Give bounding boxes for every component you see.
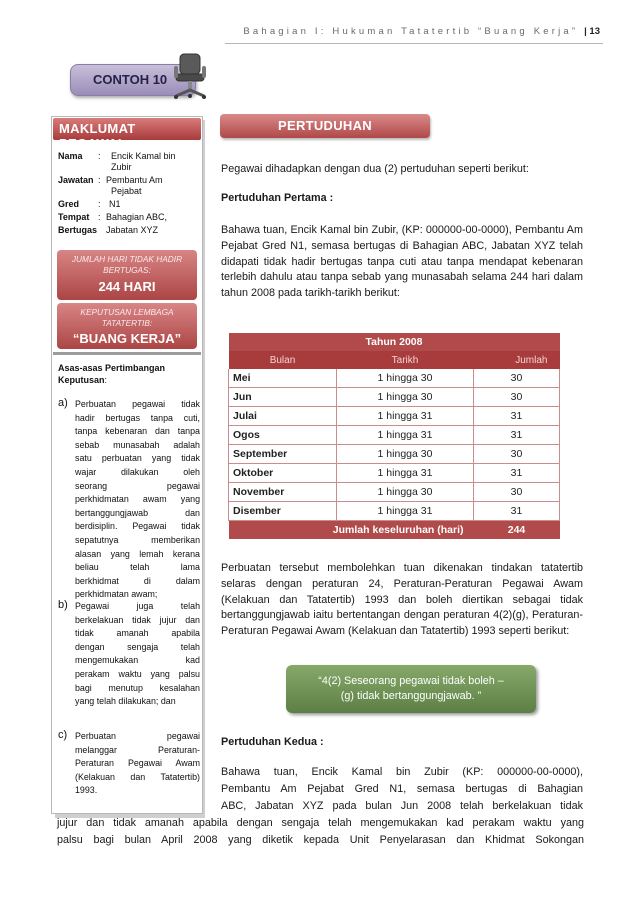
cell-jumlah: 30 xyxy=(474,445,560,464)
cell-jumlah: 30 xyxy=(474,483,560,502)
keputusan-value: “BUANG KERJA” xyxy=(72,331,182,346)
item-line: berkelakuan tidak jujur dan xyxy=(75,614,200,625)
item-line: dengan sengaja telah xyxy=(75,641,200,652)
item-line: seorang pegawai xyxy=(75,480,200,491)
cell-bulan: Disember xyxy=(229,502,337,521)
cell-jumlah: 30 xyxy=(474,369,560,388)
pertuduhan-header xyxy=(220,114,430,138)
item-line: alasan yang lemah kerana xyxy=(75,548,200,559)
second-line-2: Pembantu Am Pejabat Gred N1, semasa bertugas di Bahagian xyxy=(221,783,583,795)
cell-tarikh: 1 hingga 30 xyxy=(337,445,474,464)
cell-bulan: Mei xyxy=(229,369,337,388)
item-line: (Kelakuan dan Tatatertib) xyxy=(75,771,200,782)
item-line: perkhidmatan awam yang xyxy=(75,494,200,505)
item-line: mengemukakan kad xyxy=(75,655,200,666)
cell-bulan: Julai xyxy=(229,407,337,426)
cell-jumlah: 30 xyxy=(474,388,560,407)
item-line: bertanggungjawab dan xyxy=(75,507,200,518)
cell-bulan: September xyxy=(229,445,337,464)
jumlah-hari-banner: JUMLAH HARI TIDAK HADIR BERTUGAS: 244 HARI xyxy=(57,250,197,300)
contoh-label: CONTOH 10 xyxy=(93,72,168,87)
item-marker: b) xyxy=(58,599,68,611)
table-row xyxy=(229,502,560,521)
intro-text: Pegawai dihadapkan dengan dua (2) pertuduhan seperti berikut: xyxy=(221,163,529,175)
second-charge-title: Pertuduhan Kedua : xyxy=(221,736,324,748)
item-line: melanggar Peraturan- xyxy=(75,744,200,755)
item-line: tanpa kebenaran dan tanpa xyxy=(75,426,200,437)
cell-bulan: Jun xyxy=(229,388,337,407)
second-line-3: ABC, Jabatan XYZ pada bulan Jun 2008 telah berkelakuan tidak xyxy=(221,800,583,812)
cell-jumlah: 31 xyxy=(474,407,560,426)
table-row xyxy=(229,388,560,407)
table-row xyxy=(229,483,560,502)
table-row xyxy=(229,445,560,464)
col-jumlah: Jumlah xyxy=(474,351,560,369)
maklumat-pegawai-header xyxy=(53,118,201,151)
header-divider xyxy=(225,43,603,44)
keputusan-banner: KEPUTUSAN LEMBAGA TATATERTIB: “BUANG KERJA” xyxy=(57,303,197,349)
item-marker: a) xyxy=(58,397,68,409)
page-number: | 13 xyxy=(584,26,600,37)
cell-tarikh: 1 hingga 30 xyxy=(337,483,474,502)
item-line: wajar dilakukan oleh xyxy=(75,467,200,477)
cell-bulan: November xyxy=(229,483,337,502)
item-line: Perbuatan pegawai xyxy=(75,731,200,741)
cell-tarikh: 1 hingga 31 xyxy=(337,464,474,483)
item-line: sebab munasabah adalah xyxy=(75,439,200,450)
maklumat-title: MAKLUMAT PEGAWAI xyxy=(59,121,136,151)
item-line: perkhidmatan awam; xyxy=(75,589,158,600)
office-chair-icon xyxy=(170,52,210,100)
table-row xyxy=(229,464,560,483)
first-charge-title: Pertuduhan Pertama : xyxy=(221,192,334,204)
cell-bulan: Ogos xyxy=(229,426,337,445)
cell-jumlah: 31 xyxy=(474,464,560,483)
cell-tarikh: 1 hingga 31 xyxy=(337,426,474,445)
sidebar-separator xyxy=(53,352,201,355)
page-header xyxy=(190,26,600,37)
jumlah-hari-value: 244 HARI xyxy=(98,279,156,294)
cell-tarikh: 1 hingga 30 xyxy=(337,388,474,407)
second-line-1: Bahawa tuan, Encik Kamal bin Zubir (KP: 000000-00-0000), xyxy=(221,766,583,778)
table-row xyxy=(229,369,560,388)
bottom-line-1: jujur dan tidak amanah apabila dengan sengaja telah mengemukakan kad perakam waktu yang xyxy=(57,817,584,829)
item-line: sepatutnya memberikan xyxy=(75,535,200,545)
item-line: Perbuatan pegawai tidak xyxy=(75,399,200,409)
item-line: satu perbuatan yang tidak xyxy=(75,453,200,464)
pertuduhan-title: PERTUDUHAN xyxy=(278,118,372,133)
table-row xyxy=(229,407,560,426)
table-row xyxy=(229,426,560,445)
table-title: Tahun 2008 xyxy=(229,333,560,351)
item-line: berdisiplin. Pegawai tidak xyxy=(75,521,200,532)
item-line: bagi menutup kesalahan xyxy=(75,682,200,693)
absence-table xyxy=(228,333,560,539)
item-line: yang telah dilakukan; dan xyxy=(75,696,176,707)
cell-bulan: Oktober xyxy=(229,464,337,483)
cell-tarikh: 1 hingga 31 xyxy=(337,502,474,521)
col-tarikh: Tarikh xyxy=(337,351,474,369)
cell-jumlah: 31 xyxy=(474,426,560,445)
item-line: berkhidmat di dalam xyxy=(75,575,200,586)
after-table-text: Perbuatan tersebut membolehkan tuan dikenakan tindakan tatatertib selaras dengan peraturan 24, Peraturan-Peraturan Pegawai Awam (Kelakuan dan Tatatertib) 1993 dan boleh diertikan sebagai tidak bertanggungjawab iaitu bertentangan dengan peraturan 4(2)(g), Peraturan-Peraturan Pegawai Awam (Kelakuan dan Tatatertib) 1993 seperti berikut: xyxy=(221,562,583,638)
table-total-value: 244 xyxy=(474,521,560,540)
item-line: 1993. xyxy=(75,785,98,796)
item-line: hadir bertugas tanpa cuti, xyxy=(75,412,200,423)
item-line: Pegawai juga telah xyxy=(75,601,200,611)
item-line: beliau telah lama xyxy=(75,562,200,573)
item-line: tidak amanah apabila xyxy=(75,628,200,639)
table-total-label: Jumlah keseluruhan (hari) xyxy=(229,521,474,540)
item-marker: c) xyxy=(58,729,68,741)
regulation-quote: “4(2) Seseorang pegawai tidak boleh – (g) tidak bertanggungjawab. ” xyxy=(286,665,536,713)
first-charge-text: Bahawa tuan, Encik Kamal bin Zubir, (KP: 000000-00-0000), Pembantu Am Pejabat Gred N1, semasa bertugas di Bahagian ABC, Jabatan XYZ telah didapati tidak hadir bertugas tanpa cuti atau tanpa mendapat kebenaran terlebih dahulu atau tanpa sebab yang munasabah selama 244 hari dalam tahun 2008 pada tarikh-tarikh berikut: xyxy=(221,224,583,300)
header-title: Bahagian I: Hukuman Tatatertib “Buang Kerja” xyxy=(243,26,579,37)
cell-tarikh: 1 hingga 30 xyxy=(337,369,474,388)
col-bulan: Bulan xyxy=(229,351,337,369)
cell-tarikh: 1 hingga 31 xyxy=(337,407,474,426)
item-line: perakam waktu yang palsu xyxy=(75,669,200,679)
item-line: Peraturan Pegawai Awam xyxy=(75,758,200,769)
asas-title: Asas-asas Pertimbangan Keputusan: xyxy=(58,363,166,385)
bottom-line-2: palsu bagi bulan April 2008 yang diketik kepada Unit Penyelarasan dan Khidmat Sokongan xyxy=(57,834,584,846)
cell-jumlah: 31 xyxy=(474,502,560,521)
